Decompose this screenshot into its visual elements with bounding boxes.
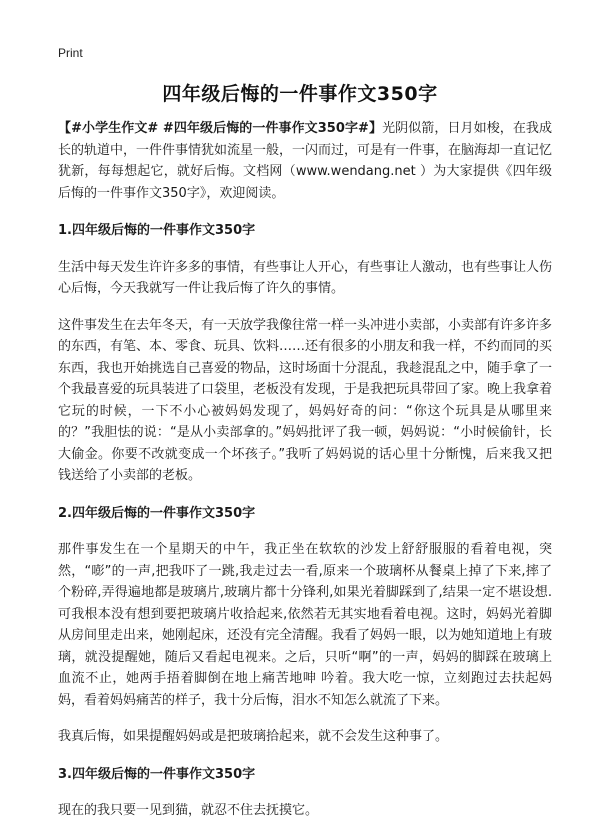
section-2-paragraph-1: 那件事发生在一个星期天的中午，我正坐在软软的沙发上舒舒服服的看着电视，突然，“嘭”的一声,把我吓了一跳,我走过去一看,原来一个玻璃杯从餐桌上掉了下来,摔了个粉碎,弄得遍地都是玻璃片,玻璃片都十分锋利,如果光着脚踩到了,结果一定不堪设想.可我根本没有想到要把玻璃片收拾起来,依然若无其实地看着电视。这时，妈妈光着脚从房间里走出来，她刚起床，还没有完全清醒。我看了妈妈一眼，以为她知道地上有玻璃，就没提醒她，随后又看起电视来。之后，只听“啊”的一声，妈妈的脚踩在玻璃上血流不止，她两手捂着脚倒在地上痛苦地呻 吟着。我大吃一惊，立刻跑过去扶起妈妈，看着妈妈痛苦的样子，我十分后悔，泪水不知怎么就流了下来。 bbox=[58, 542, 553, 708]
section-1-paragraph-2: 这件事发生在去年冬天，有一天放学我像往常一样一头冲进小卖部，小卖部有许多许多的东西，有笔、本、零食、玩具、饮料……还有很多的小朋友和我一样，不约而同的买东西，我也开始挑选自己喜爱的物品，这时场面十分混乱，我趁混乱之中，随手拿了一个我最喜爱的玩具装进了口袋里，老板没有发现，于是我把玩具带回了家。晚上我拿着它玩的时候，一下不小心被妈妈发现了，妈妈好奇的问：“你这个玩具是从哪里来的？”我胆怯的说：“是从小卖部拿的。”妈妈批评了我一顿，妈妈说：“小时候偷针，长大偷金。你要不改就变成一个坏孩子。”我听了妈妈说的话心里十分惭愧，后来我又把钱送给了小卖部的老板。 bbox=[58, 317, 553, 483]
document-body bbox=[58, 118, 552, 822]
intro-text: 光阴似箭，日月如梭，在我成长的轨道中，一件件事情犹如流星一般，一闪而过，可是有一件事，在脑海却一直记忆犹新，每每想起它，就好后悔。文档网（www.wendang.net ）为大家提供《四年级后悔的一件事作文350字》，欢迎阅读。 bbox=[58, 121, 553, 201]
intro-tag: 【#小学生作文# #四年级后悔的一件事作文350字#】 bbox=[58, 121, 383, 136]
intro-paragraph bbox=[58, 118, 552, 204]
section-2-paragraph-2: 我真后悔，如果提醒妈妈或是把玻璃拾起来，就不会发生这种事了。 bbox=[58, 729, 449, 744]
section-heading-3: 3.四年级后悔的一件事作文350字 bbox=[58, 766, 256, 782]
print-label[interactable]: Print bbox=[58, 46, 83, 60]
section-heading-2: 2.四年级后悔的一件事作文350字 bbox=[58, 505, 256, 521]
section-3-paragraph-1: 现在的我只要一见到猫，就忍不住去抚摸它。 bbox=[58, 803, 319, 818]
document-title: 四年级后悔的一件事作文350字 bbox=[162, 83, 438, 105]
section-1-paragraph-1: 生活中每天发生许许多多的事情，有些事让人开心，有些事让人激动，也有些事让人伤心后悔，今天我就写一件让我后悔了许久的事情。 bbox=[58, 259, 553, 296]
section-heading-1: 1.四年级后悔的一件事作文350字 bbox=[58, 223, 256, 238]
